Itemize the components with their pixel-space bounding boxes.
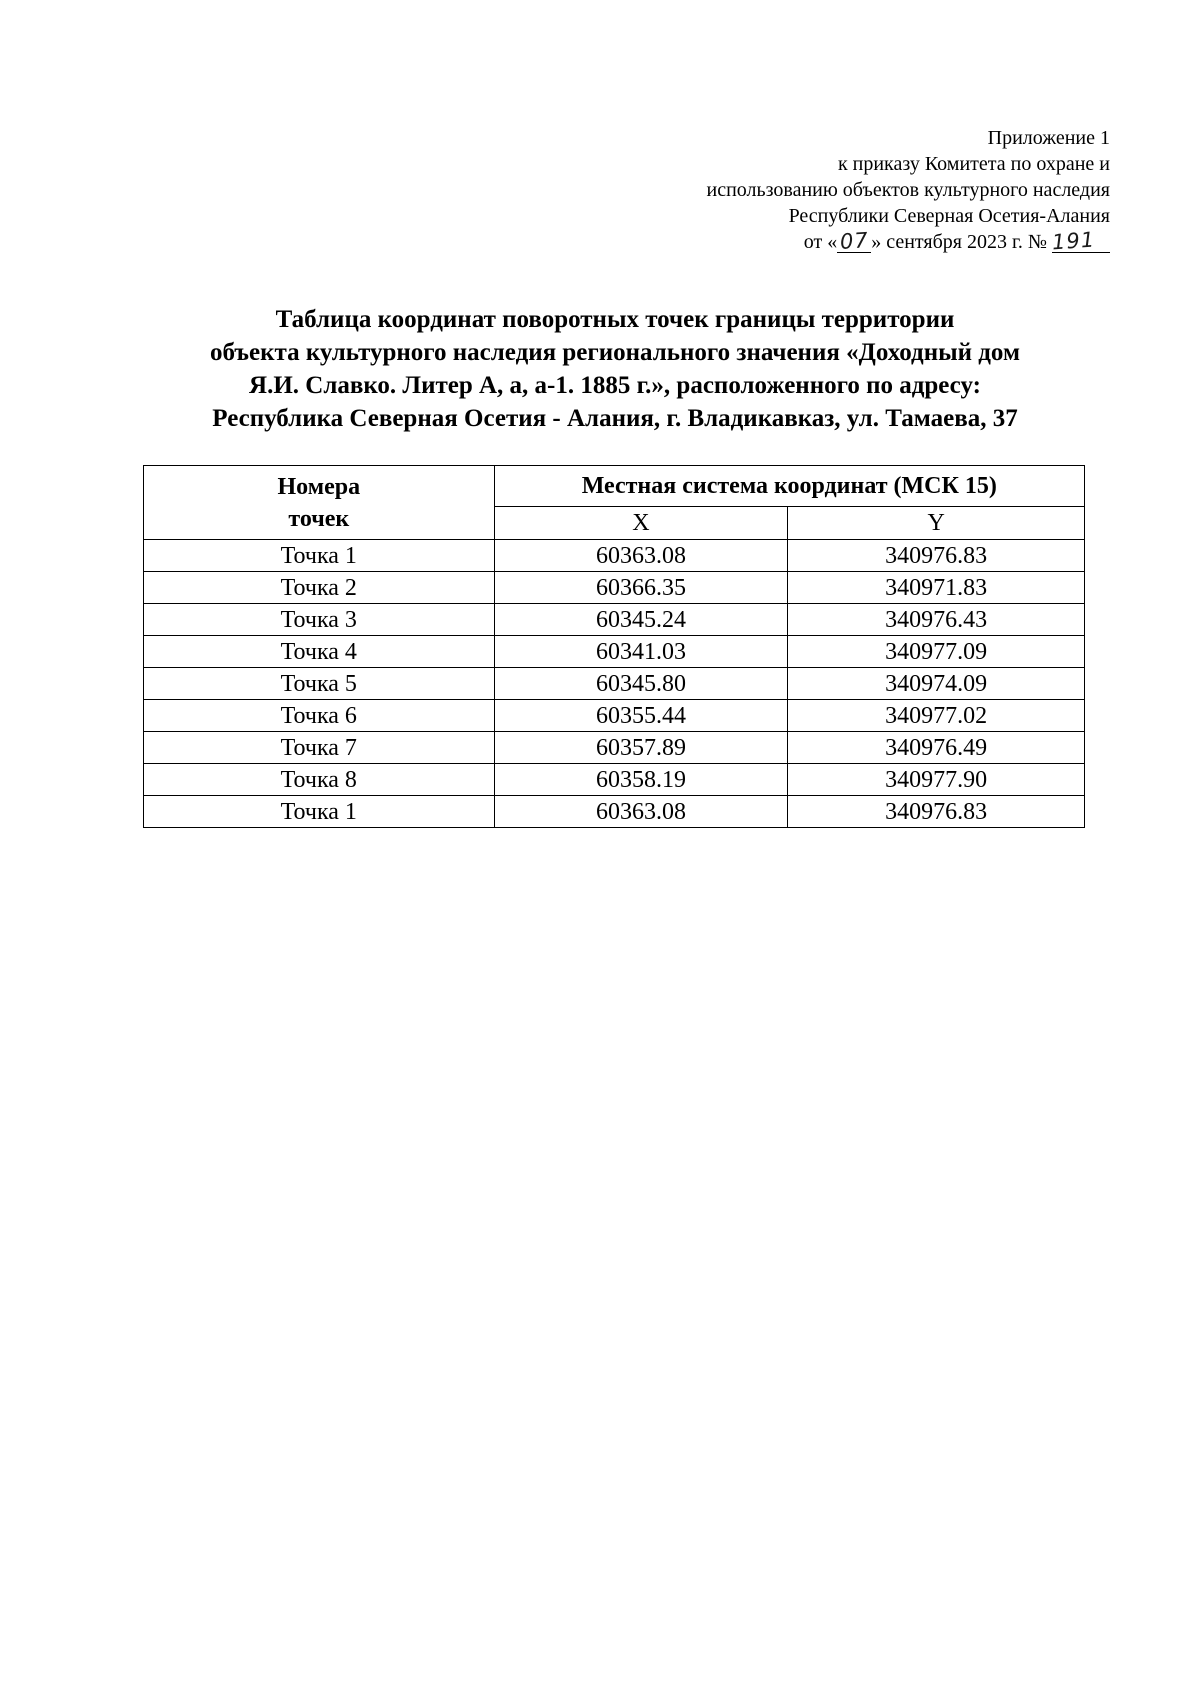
order-date-line — [590, 229, 1110, 255]
y-coordinate-cell: 340976.43 — [788, 604, 1085, 636]
table-row — [144, 732, 1085, 764]
coordinate-system-header: Местная система координат (МСК 15) — [494, 466, 1084, 507]
coordinates-table — [143, 465, 1085, 828]
committee-name: использованию объектов культурного наследия — [706, 179, 1110, 201]
handwritten-day: 07 — [839, 228, 870, 254]
table-row — [144, 700, 1085, 732]
x-column-header: X — [494, 507, 788, 540]
point-name-cell: Точка 1 — [144, 540, 495, 572]
y-coordinate-cell: 340977.02 — [788, 700, 1085, 732]
appendix-header — [590, 125, 1110, 255]
table-row — [144, 604, 1085, 636]
point-name-cell: Точка 5 — [144, 668, 495, 700]
point-name-cell: Точка 7 — [144, 732, 495, 764]
point-name-cell: Точка 3 — [144, 604, 495, 636]
y-coordinate-cell: 340976.49 — [788, 732, 1085, 764]
table-row — [144, 636, 1085, 668]
x-coordinate-cell: 60357.89 — [494, 732, 788, 764]
y-coordinate-cell: 340976.83 — [788, 540, 1085, 572]
x-coordinate-cell: 60363.08 — [494, 796, 788, 828]
title-line-1: Таблица координат поворотных точек границы территории — [275, 306, 955, 333]
handwritten-order-number: 191 — [1051, 227, 1096, 255]
x-coordinate-cell: 60363.08 — [494, 540, 788, 572]
point-name-cell: Точка 2 — [144, 572, 495, 604]
table-row — [144, 668, 1085, 700]
table-row — [144, 764, 1085, 796]
x-coordinate-cell: 60345.24 — [494, 604, 788, 636]
document-title — [140, 303, 1090, 435]
point-name-cell: Точка 6 — [144, 700, 495, 732]
table-row — [144, 540, 1085, 572]
table-header-row — [144, 466, 1085, 507]
title-line-2: объекта культурного наследия регионального значения «Доходный дом — [210, 339, 1020, 366]
point-name-cell: Точка 4 — [144, 636, 495, 668]
table-row — [144, 572, 1085, 604]
x-coordinate-cell: 60358.19 — [494, 764, 788, 796]
y-coordinate-cell: 340976.83 — [788, 796, 1085, 828]
day-field — [837, 228, 871, 254]
title-line-4: Республика Северная Осетия - Алания, г. Владикавказ, ул. Тамаева, 37 — [212, 405, 1018, 432]
appendix-label: Приложение 1 — [987, 127, 1110, 149]
point-name-cell: Точка 8 — [144, 764, 495, 796]
order-reference: к приказу Комитета по охране и — [837, 153, 1110, 175]
y-coordinate-cell: 340977.09 — [788, 636, 1085, 668]
x-coordinate-cell: 60341.03 — [494, 636, 788, 668]
x-coordinate-cell: 60345.80 — [494, 668, 788, 700]
y-coordinate-cell: 340977.90 — [788, 764, 1085, 796]
x-coordinate-cell: 60366.35 — [494, 572, 788, 604]
points-header-line-1: Номера — [277, 473, 361, 500]
y-coordinate-cell: 340971.83 — [788, 572, 1085, 604]
republic-name: Республики Северная Осетия-Алания — [788, 205, 1110, 227]
table-row — [144, 796, 1085, 828]
point-name-cell: Точка 1 — [144, 796, 495, 828]
order-number-field — [1051, 227, 1110, 255]
date-prefix: от « — [803, 231, 838, 253]
points-column-header — [144, 466, 495, 540]
x-coordinate-cell: 60355.44 — [494, 700, 788, 732]
title-line-3: Я.И. Славко. Литер А, а, а-1. 1885 г.», расположенного по адресу: — [249, 372, 981, 399]
y-column-header: Y — [788, 507, 1085, 540]
points-header-line-2: точек — [288, 505, 350, 532]
y-coordinate-cell: 340974.09 — [788, 668, 1085, 700]
date-middle: » сентября 2023 г. № — [871, 231, 1047, 253]
